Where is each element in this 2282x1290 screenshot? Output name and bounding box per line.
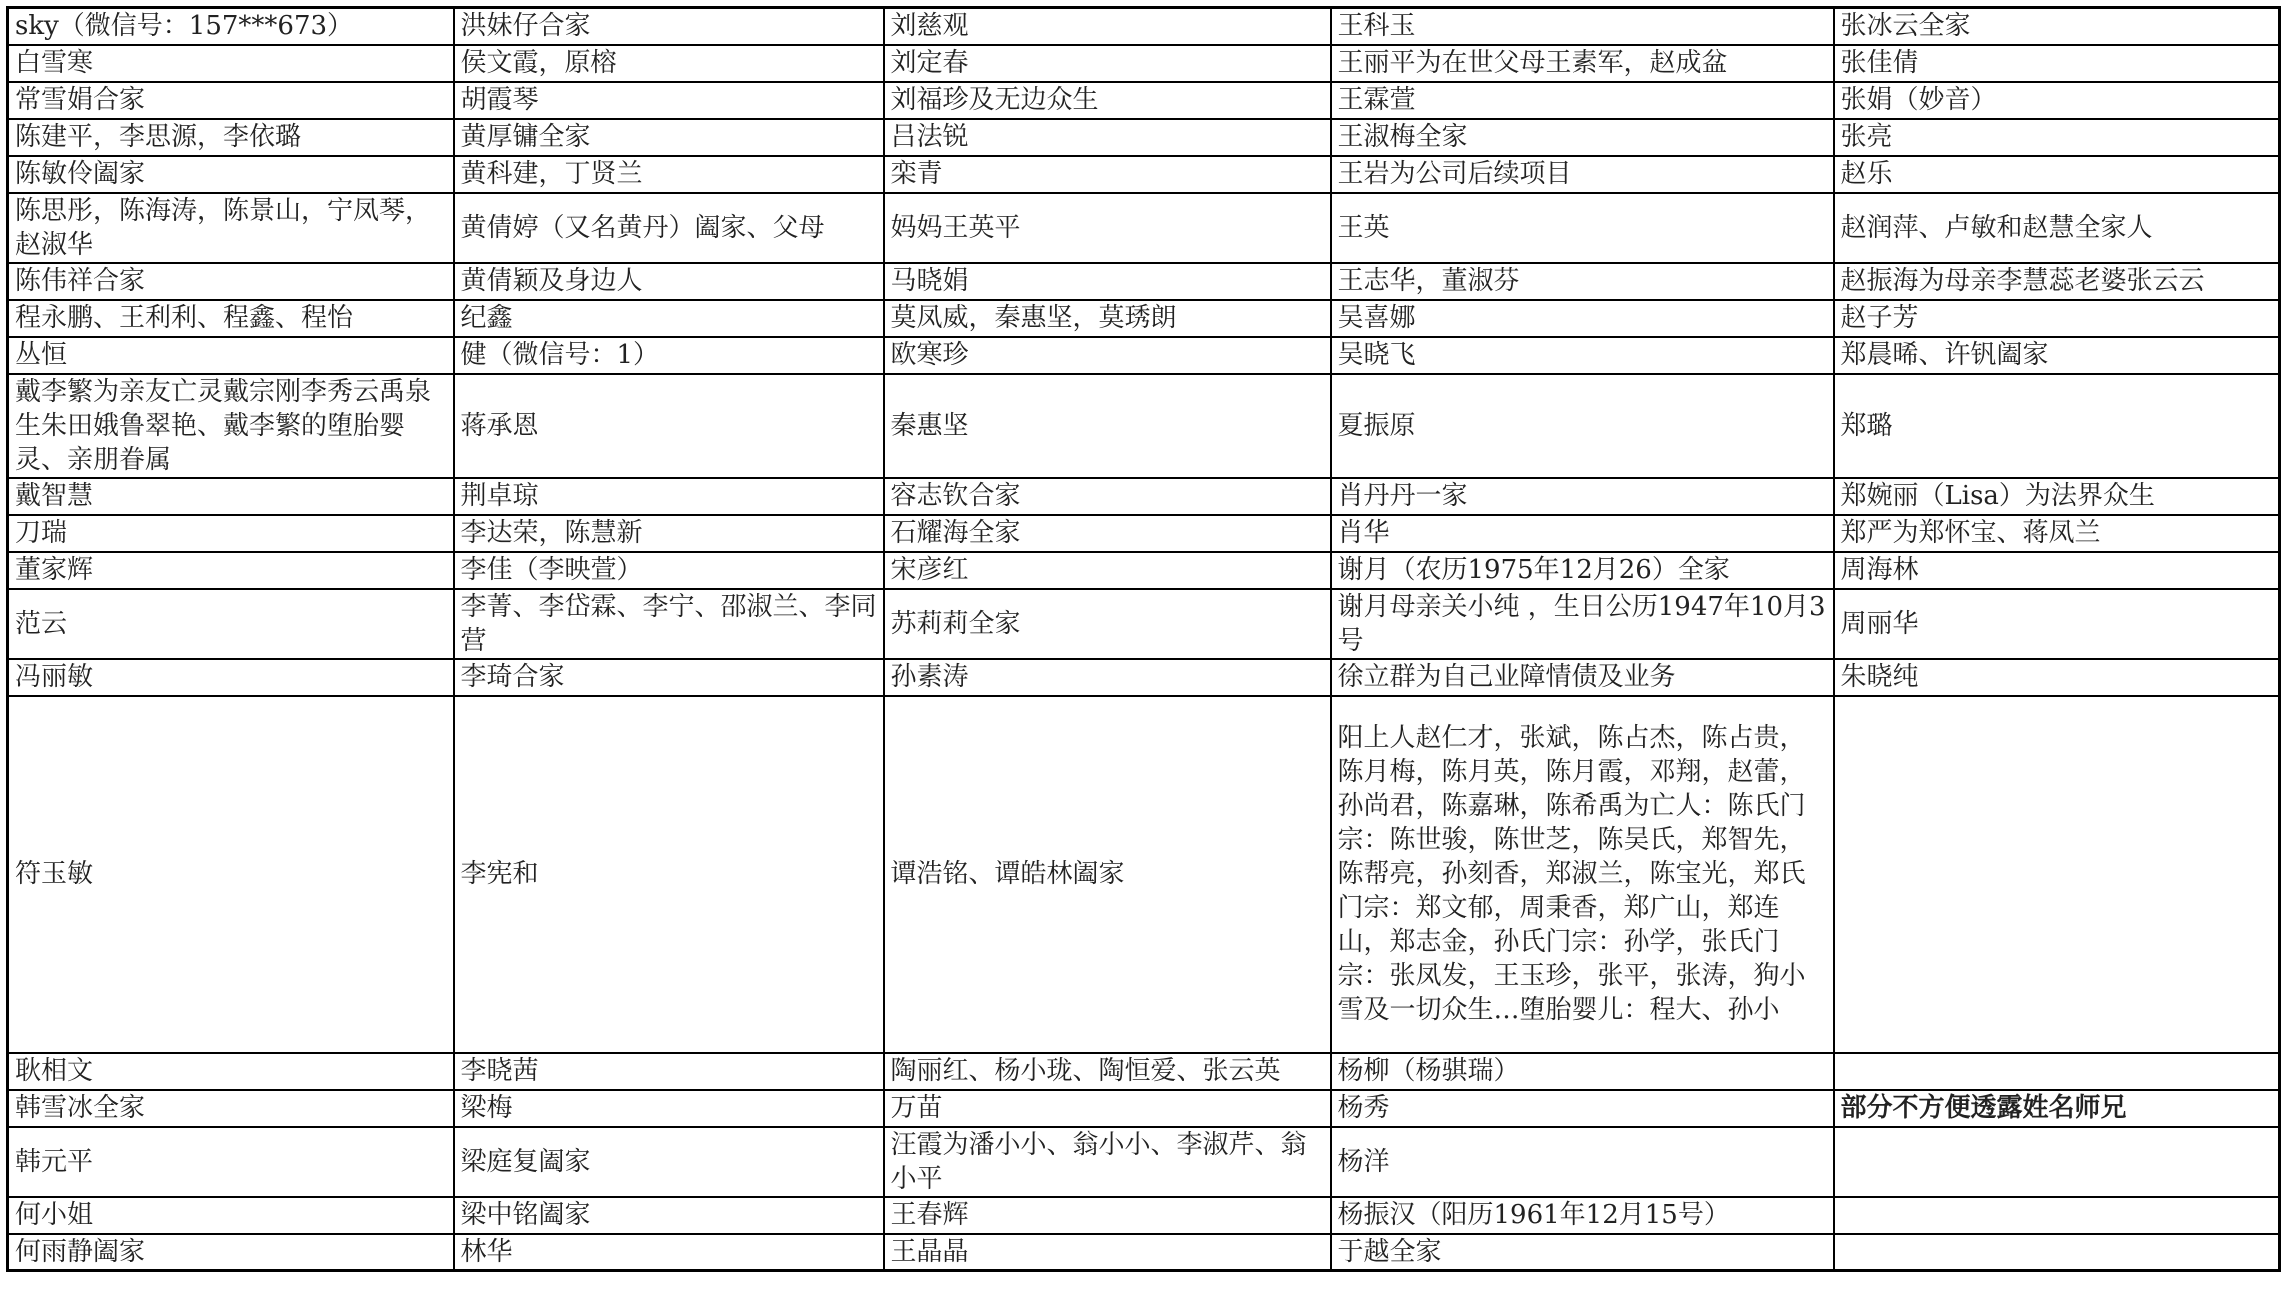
table-cell[interactable]: 陶丽红、杨小珑、陶恒爱、张云英: [884, 1053, 1331, 1090]
table-cell[interactable]: 部分不方便透露姓名师兄: [1834, 1090, 2280, 1127]
table-cell[interactable]: 刘福珍及无边众生: [884, 82, 1331, 119]
table-row: [8, 263, 2280, 300]
table-cell[interactable]: 冯丽敏: [8, 659, 454, 696]
table-cell[interactable]: sky（微信号：157***673）: [8, 8, 454, 45]
table-cell[interactable]: 宋彦红: [884, 552, 1331, 589]
table-cell[interactable]: 肖华: [1331, 515, 1834, 552]
table-row: [8, 659, 2280, 696]
table-cell[interactable]: 蒋承恩: [454, 374, 884, 478]
table-cell[interactable]: 梁梅: [454, 1090, 884, 1127]
table-cell[interactable]: 王岩为公司后续项目: [1331, 156, 1834, 193]
table-cell[interactable]: 黄倩婷（又名黄丹）阖家、父母: [454, 193, 884, 263]
table-cell[interactable]: 黄科建，丁贤兰: [454, 156, 884, 193]
table-cell[interactable]: 韩元平: [8, 1127, 454, 1197]
table-cell[interactable]: 容志钦合家: [884, 478, 1331, 515]
table-cell[interactable]: [1834, 1127, 2280, 1197]
table-cell[interactable]: 朱晓纯: [1834, 659, 2280, 696]
table-cell[interactable]: 孙素涛: [884, 659, 1331, 696]
table-cell[interactable]: 健（微信号：1）: [454, 337, 884, 374]
table-cell[interactable]: 李琦合家: [454, 659, 884, 696]
table-row: [8, 589, 2280, 659]
table-cell[interactable]: 王科玉: [1331, 8, 1834, 45]
table-row: [8, 337, 2280, 374]
table-cell[interactable]: 梁庭复阖家: [454, 1127, 884, 1197]
table-cell[interactable]: 赵润萍、卢敏和赵慧全家人: [1834, 193, 2280, 263]
table-cell[interactable]: 谢月母亲关小纯 ，生日公历1947年10月3号: [1331, 589, 1834, 659]
table-row: [8, 193, 2280, 263]
table-cell[interactable]: 黄倩颖及身边人: [454, 263, 884, 300]
table-cell[interactable]: 栾青: [884, 156, 1331, 193]
table-cell[interactable]: 吕法锐: [884, 119, 1331, 156]
table-cell[interactable]: [1834, 1197, 2280, 1234]
table-row: [8, 156, 2280, 193]
table-row: [8, 1090, 2280, 1127]
table-body: [8, 8, 2280, 1271]
table-cell[interactable]: 王春辉: [884, 1197, 1331, 1234]
table-cell[interactable]: 谭浩铭、谭皓林阖家: [884, 696, 1331, 1053]
table-row: [8, 1234, 2280, 1271]
table-cell[interactable]: 徐立群为自己业障情债及业务: [1331, 659, 1834, 696]
table-cell[interactable]: 胡霞琴: [454, 82, 884, 119]
table-cell[interactable]: 纪鑫: [454, 300, 884, 337]
table-cell[interactable]: 张冰云全家: [1834, 8, 2280, 45]
table-cell[interactable]: 秦惠坚: [884, 374, 1331, 478]
name-list-table: [6, 6, 2281, 1272]
table-cell[interactable]: 王志华，董淑芬: [1331, 263, 1834, 300]
table-cell[interactable]: 王晶晶: [884, 1234, 1331, 1271]
table-row: [8, 45, 2280, 82]
table-cell[interactable]: 李达荣，陈慧新: [454, 515, 884, 552]
table-cell[interactable]: 陈建平，李思源，李依璐: [8, 119, 454, 156]
table-cell[interactable]: 戴李繁为亲友亡灵戴宗刚李秀云禹泉生朱田娥鲁翠艳、戴李繁的堕胎婴灵、亲朋眷属: [8, 374, 454, 478]
table-cell[interactable]: 谢月（农历1975年12月26）全家: [1331, 552, 1834, 589]
table-row: [8, 515, 2280, 552]
table-cell[interactable]: 韩雪冰全家: [8, 1090, 454, 1127]
table-cell[interactable]: 于越全家: [1331, 1234, 1834, 1271]
table-cell[interactable]: 何雨静阖家: [8, 1234, 454, 1271]
table-cell[interactable]: 刘慈观: [884, 8, 1331, 45]
table-cell[interactable]: 王英: [1331, 193, 1834, 263]
table-row: [8, 552, 2280, 589]
table-cell[interactable]: 程永鹏、王利利、程鑫、程怡: [8, 300, 454, 337]
table-cell[interactable]: 李菁、李岱霖、李宁、邵淑兰、李同营: [454, 589, 884, 659]
table-row: [8, 374, 2280, 478]
table-cell[interactable]: 妈妈王英平: [884, 193, 1331, 263]
table-cell[interactable]: 张佳倩: [1834, 45, 2280, 82]
table-row: [8, 82, 2280, 119]
table-cell[interactable]: 苏莉莉全家: [884, 589, 1331, 659]
table-cell[interactable]: 王丽平为在世父母王素军，赵成盆: [1331, 45, 1834, 82]
table-row: [8, 1197, 2280, 1234]
table-cell[interactable]: 陈思彤，陈海涛，陈景山，宁凤琴，赵淑华: [8, 193, 454, 263]
table-cell[interactable]: 赵乐: [1834, 156, 2280, 193]
table-cell[interactable]: 刀瑞: [8, 515, 454, 552]
table-cell[interactable]: 董家辉: [8, 552, 454, 589]
table-cell[interactable]: 周丽华: [1834, 589, 2280, 659]
table-cell[interactable]: 李晓茜: [454, 1053, 884, 1090]
table-cell[interactable]: 耿相文: [8, 1053, 454, 1090]
table-cell[interactable]: 郑严为郑怀宝、蒋凤兰: [1834, 515, 2280, 552]
table-cell[interactable]: [1834, 1234, 2280, 1271]
table-cell[interactable]: 刘定春: [884, 45, 1331, 82]
table-cell[interactable]: [1834, 696, 2280, 1053]
table-cell[interactable]: 洪妹仔合家: [454, 8, 884, 45]
table-cell[interactable]: 何小姐: [8, 1197, 454, 1234]
table-cell[interactable]: 万苗: [884, 1090, 1331, 1127]
table-cell[interactable]: 赵振海为母亲李慧蕊老婆张云云: [1834, 263, 2280, 300]
table-cell[interactable]: 马晓娟: [884, 263, 1331, 300]
table-cell[interactable]: 陈敏伶阖家: [8, 156, 454, 193]
table-cell[interactable]: 陈伟祥合家: [8, 263, 454, 300]
table-cell[interactable]: 杨柳（杨骐瑞）: [1331, 1053, 1834, 1090]
table-cell[interactable]: 夏振原: [1331, 374, 1834, 478]
table-cell[interactable]: 丛恒: [8, 337, 454, 374]
table-row: [8, 1053, 2280, 1090]
table-cell[interactable]: 杨洋: [1331, 1127, 1834, 1197]
table-cell[interactable]: 欧寒珍: [884, 337, 1331, 374]
table-cell[interactable]: 白雪寒: [8, 45, 454, 82]
table-cell[interactable]: 林华: [454, 1234, 884, 1271]
table-cell[interactable]: 周海林: [1834, 552, 2280, 589]
table-row: [8, 696, 2280, 1053]
table-cell[interactable]: 王淑梅全家: [1331, 119, 1834, 156]
table-cell[interactable]: 郑璐: [1834, 374, 2280, 478]
table-cell[interactable]: 范云: [8, 589, 454, 659]
table-cell[interactable]: 杨振汉（阳历1961年12月15号）: [1331, 1197, 1834, 1234]
table-row: [8, 1127, 2280, 1197]
table-cell[interactable]: 黄厚镛全家: [454, 119, 884, 156]
table-cell[interactable]: 莫凤威，秦惠坚，莫琇朗: [884, 300, 1331, 337]
table-cell[interactable]: 赵子芳: [1834, 300, 2280, 337]
table-row: [8, 300, 2280, 337]
table-row: [8, 478, 2280, 515]
table-cell[interactable]: 梁中铭阖家: [454, 1197, 884, 1234]
table-cell[interactable]: 王霖萱: [1331, 82, 1834, 119]
spreadsheet: [6, 6, 2278, 1284]
table-cell[interactable]: 侯文霞，原榕: [454, 45, 884, 82]
table-cell[interactable]: 肖丹丹一家: [1331, 478, 1834, 515]
table-cell[interactable]: 张亮: [1834, 119, 2280, 156]
table-cell[interactable]: 石耀海全家: [884, 515, 1331, 552]
table-cell[interactable]: 郑晨晞、许钒阖家: [1834, 337, 2280, 374]
table-cell[interactable]: 吴晓飞: [1331, 337, 1834, 374]
table-cell[interactable]: 符玉敏: [8, 696, 454, 1053]
table-cell[interactable]: 汪霞为潘小小、翁小小、李淑芹、翁小平: [884, 1127, 1331, 1197]
table-cell[interactable]: 戴智慧: [8, 478, 454, 515]
table-row: [8, 119, 2280, 156]
table-cell[interactable]: 郑婉丽（Lisa）为法界众生: [1834, 478, 2280, 515]
table-cell[interactable]: 阳上人赵仁才，张斌，陈占杰，陈占贵，陈月梅，陈月英，陈月霞，邓翔，赵蕾，孙尚君，陈嘉琳，陈希禹为亡人：陈氏门宗：陈世骏，陈世芝，陈吴氏，郑智先，陈帮亮，孙刻香，郑淑兰，陈宝光，郑氏门宗：郑文郁，周秉香，郑广山，郑连山，郑志金，孙氏门宗：孙学，张氏门宗：张凤发，王玉珍，张平，张涛，狗小雪及一切众生…堕胎婴儿：程大、孙小: [1331, 696, 1834, 1053]
table-cell[interactable]: 李佳（李映萱）: [454, 552, 884, 589]
table-row: [8, 8, 2280, 45]
table-cell[interactable]: [1834, 1053, 2280, 1090]
table-cell[interactable]: 吴喜娜: [1331, 300, 1834, 337]
table-cell[interactable]: 李宪和: [454, 696, 884, 1053]
table-cell[interactable]: 荆卓琼: [454, 478, 884, 515]
table-cell[interactable]: 杨秀: [1331, 1090, 1834, 1127]
table-cell[interactable]: 常雪娟合家: [8, 82, 454, 119]
table-cell[interactable]: 张娟（妙音）: [1834, 82, 2280, 119]
